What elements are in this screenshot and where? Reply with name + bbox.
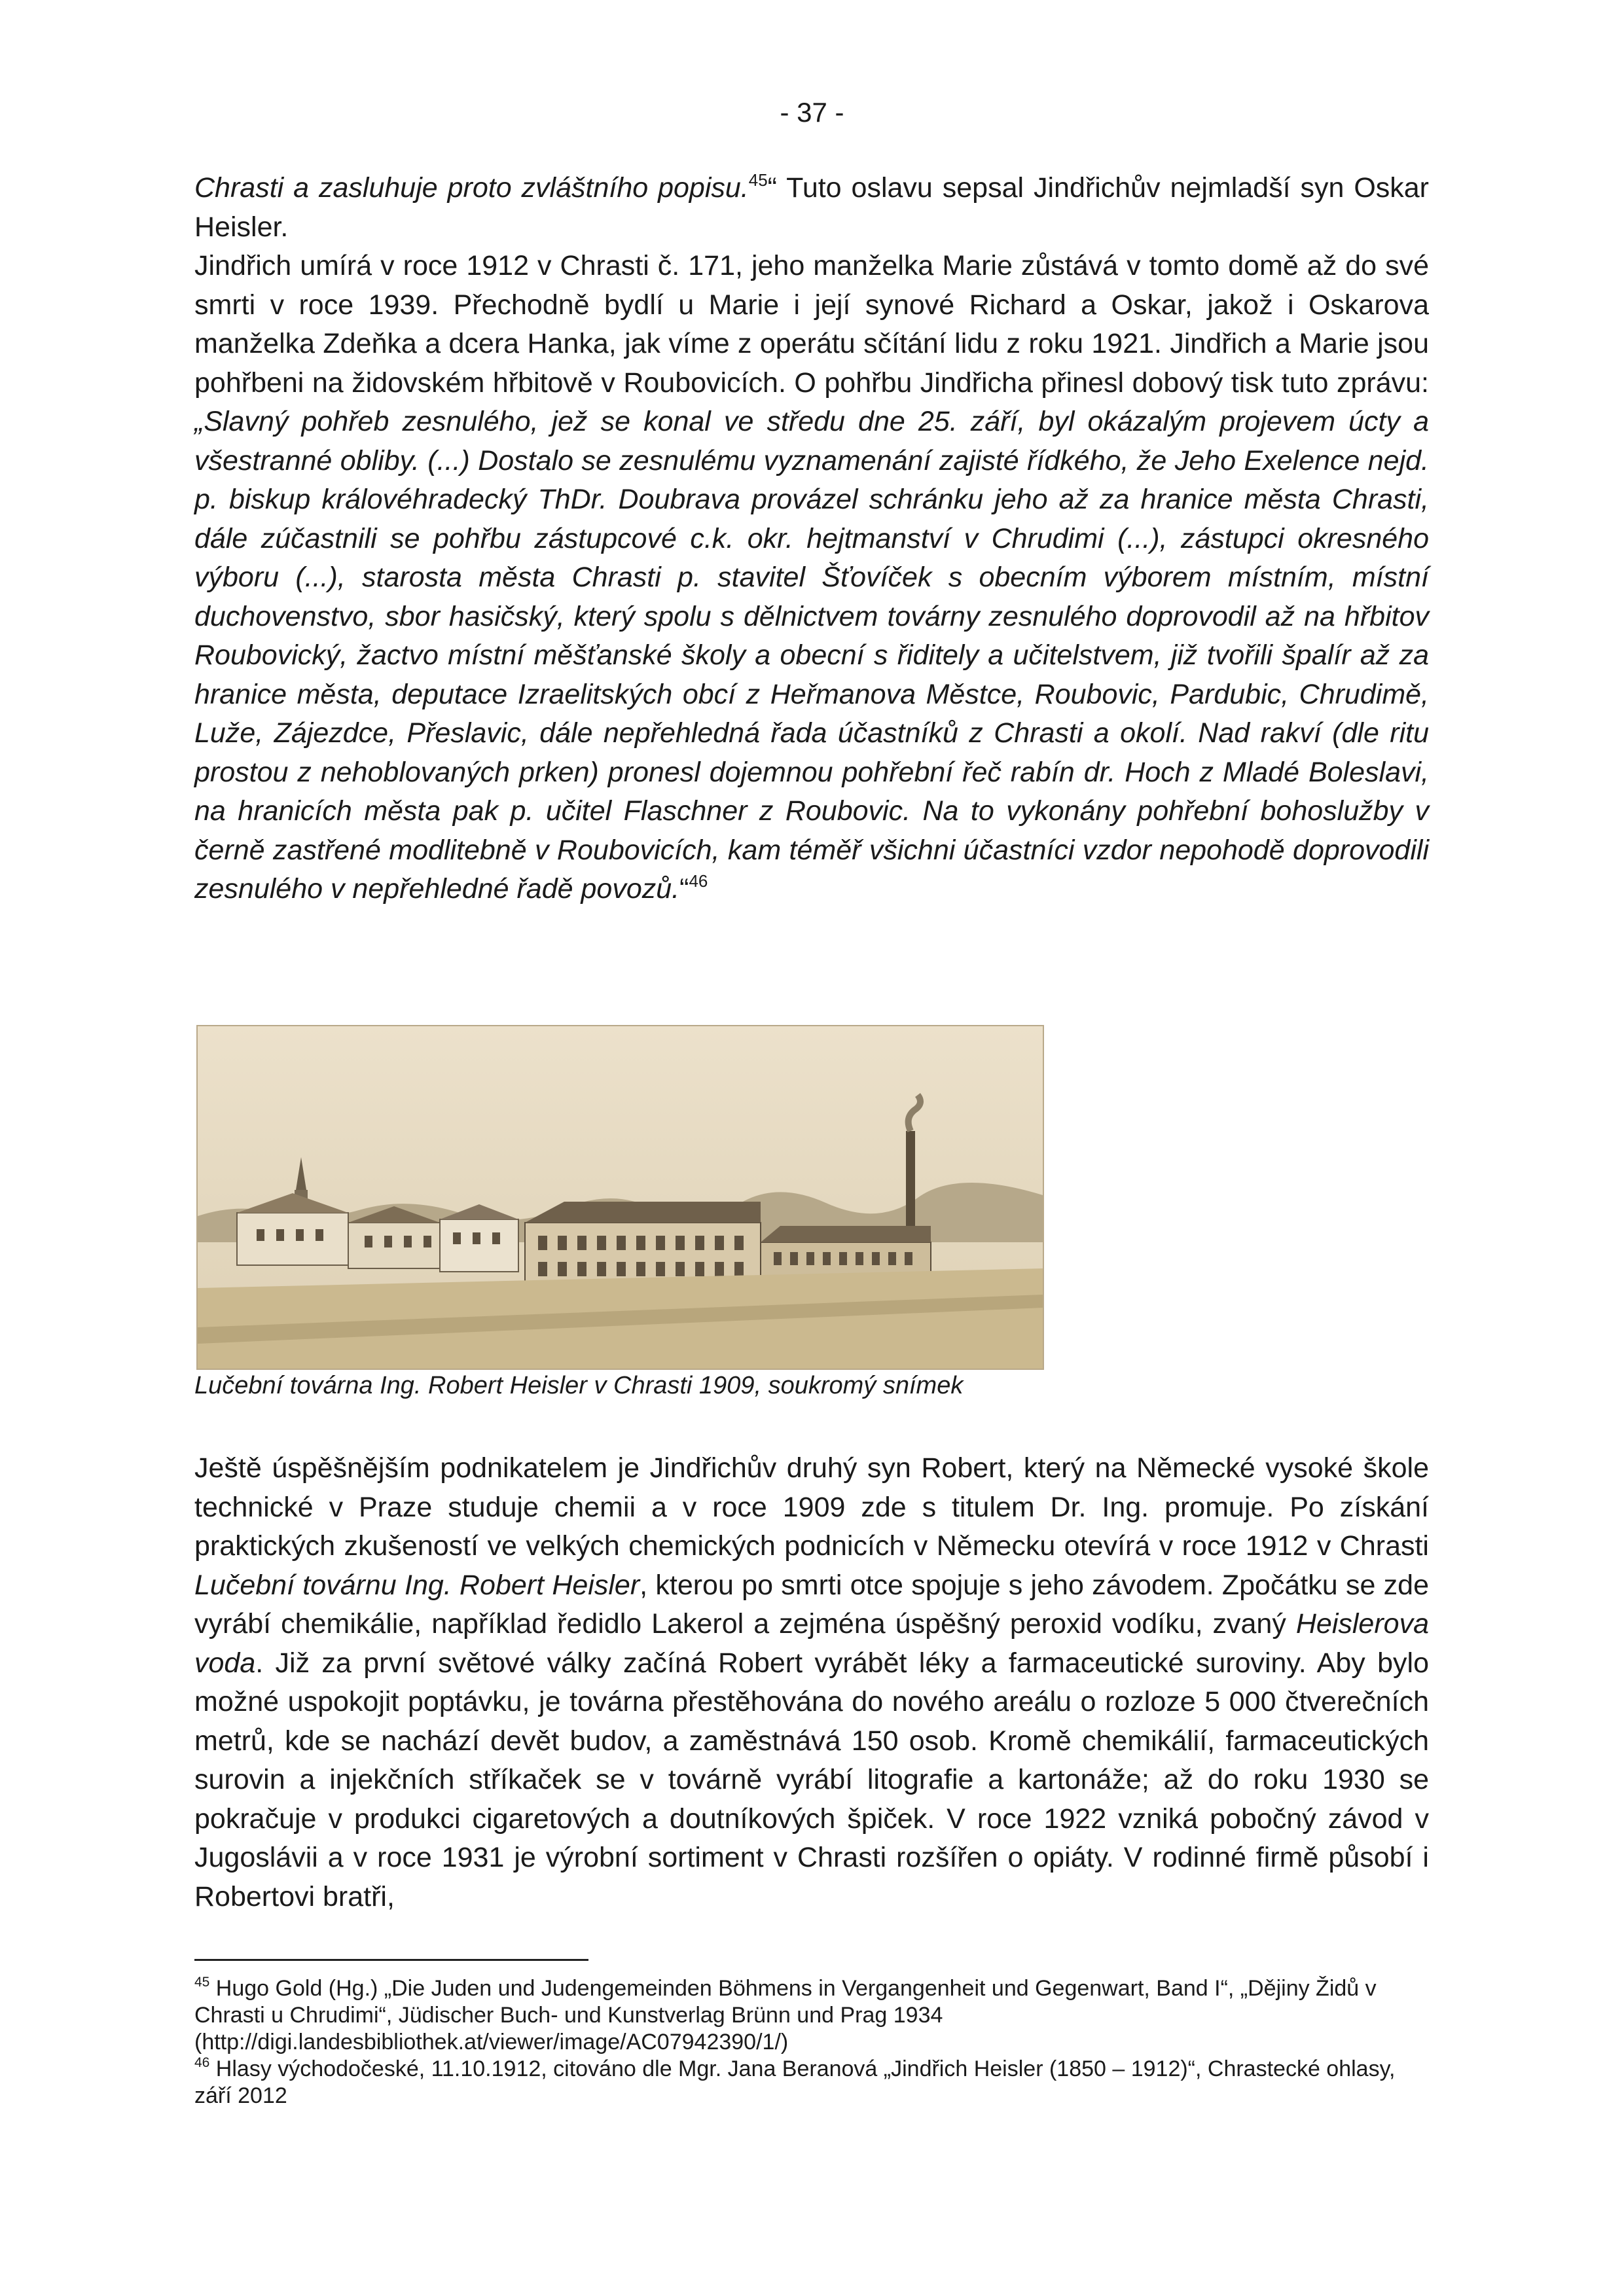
footnote-45 xyxy=(194,1975,1429,2056)
footnote-46 xyxy=(194,2056,1429,2109)
paragraph-robert xyxy=(194,1449,1429,1916)
body-text-top xyxy=(194,169,1429,909)
figure-caption: Lučební továrna Ing. Robert Heisler v Chrasti 1909, soukromý snímek xyxy=(194,1372,964,1399)
factory-illustration xyxy=(198,1026,1043,1369)
body-text-bottom xyxy=(194,1449,1429,1916)
paragraph-funeral xyxy=(194,247,1429,909)
company-name: Lučební továrnu Ing. Robert Heisler xyxy=(194,1569,640,1601)
footnotes xyxy=(194,1975,1429,2109)
paragraph-text: . Již za první světové války začíná Robert vyrábět léky a farmaceutické suroviny. Aby bylo možné uspokojit poptávku, je továrna přestěhována do nového areálu o rozloze 5 000 čtverečních metrů, kde se nachází devět budov, a zaměstnává 150 osob. Kromě chemikálií, farmaceutických surovin a injekčních stříkaček se v továrně vyrábí litografie a kartonáže; až do roku 1930 se pokračuje v produkci cigaretových a doutníkových špiček. V roce 1922 vzniká pobočný závod v Jugoslávii a v roce 1931 je výrobní sortiment v Chrasti rozšířen o opiáty. V rodinné firmě působí i Robertovi bratři, xyxy=(194,1647,1429,1912)
footnote-divider xyxy=(194,1959,588,1961)
product-name: Heislerova voda xyxy=(194,1608,1429,1679)
footnote-text: Hugo Gold (Hg.) „Die Juden und Judengemeinden Böhmens in Vergangenheit und Gegenwart, Band I“, „Dějiny Židů v Chrasti u Chrudimi“, Jüdischer Buch- und Kunstverlag Brünn und Prag 1934 (http://digi.landesbibliothek.at/viewer/image/AC07942390/1/) xyxy=(194,1976,1377,2054)
paragraph-text: , kterou po smrti otce spojuje s jeho závodem. Zpočátku se zde vyrábí chemikálie, například ředidlo Lakerol a zejména úspěšný peroxid vodíku, zvaný xyxy=(194,1569,1430,1640)
press-quote: „Slavný pohřeb zesnulého, jež se konal ve středu dne 25. září, byl okázalým projevem úcty a všestranné obliby. (...) Dostalo se zesnulému vyznamenání zajisté řídkého, že Jeho Exelence nejd. p. biskup královéhradecký ThDr. Doubrava provázel schránku jeho až za hranice města Chrasti, dále zúčastnili se pohřbu zástupcové c.k. okr. hejtmanství v Chrudimi (...), zástupci okresného výboru (...), starosta města Chrasti p. stavitel Šťovíček s obecním výborem místním, místní duchovenstvo, sbor hasičský, který spolu s dělnictvem továrny zesnulého doprovodil až na hřbitov Roubovický, žactvo místní měšťanské školy a obecní s řiditely a učitelstvem, již tvořili špalír až za hranice města, deputace Izraelitských obcí z Heřmanova Městce, Roubovic, Pardubic, Chrudimě, Luže, Zájezdce, Přeslavic, dále nepřehledná řada účastníků z Chrasti a okolí. Nad rakví (dle ritu prostou z nehoblovaných prken) pronesl dojemnou pohřební řeč rabín dr. Hoch z Mladé Boleslavi, na hranicích města pak p. učitel Flaschner z Roubovic. Na to vykonány pohřební bohoslužby v černě zastřené modlitebně v Roubovicích, kam téměř všichni účastníci vzdor nepohodě doprovodili zesnulého v nepřehledné řadě povozů. xyxy=(194,406,1429,905)
quote-close: “ xyxy=(679,873,689,905)
page-number: - 37 - xyxy=(780,97,844,128)
paragraph-text: Ještě úspěšnějším podnikatelem je Jindřichův druhý syn Robert, který na Německé vysoké škole technické v Praze studuje chemii a v roce 1909 zde s titulem Dr. Ing. promuje. Po získání praktických zkušeností ve velkých chemických podnicích v Německu otevírá v roce 1912 v Chrasti xyxy=(194,1452,1429,1562)
factory-photo xyxy=(196,1025,1044,1370)
footnote-number: 46 xyxy=(194,2054,210,2070)
quote-ending: Chrasti a zasluhuje proto zvláštního popisu. xyxy=(194,172,749,204)
footnote-ref-45[interactable]: 45 xyxy=(748,170,768,190)
footnote-ref-46[interactable]: 46 xyxy=(689,870,708,891)
paragraph-continuation xyxy=(194,169,1429,247)
footnote-text: Hlasy východočeské, 11.10.1912, citováno dle Mgr. Jana Beranová „Jindřich Heisler (1850 – 1912)“, Chrastecké ohlasy, září 2012 xyxy=(194,2056,1396,2108)
paragraph-text: Jindřich umírá v roce 1912 v Chrasti č. 171, jeho manželka Marie zůstává v tomto domě až do své smrti v roce 1939. Přechodně bydlí u Marie i její synové Richard a Oskar, jakož i Oskarova manželka Zdeňka a dcera Hanka, jak víme z operátu sčítání lidu z roku 1921. Jindřich a Marie jsou pohřbeni na židovském hřbitově v Roubovicích. O pohřbu Jindřicha přinesl dobový tisk tuto zprávu: xyxy=(194,250,1429,399)
paragraph-text: “ Tuto oslavu sepsal Jindřichův nejmladší syn Oskar Heisler. xyxy=(194,172,1430,243)
footnote-number: 45 xyxy=(194,1974,210,1990)
